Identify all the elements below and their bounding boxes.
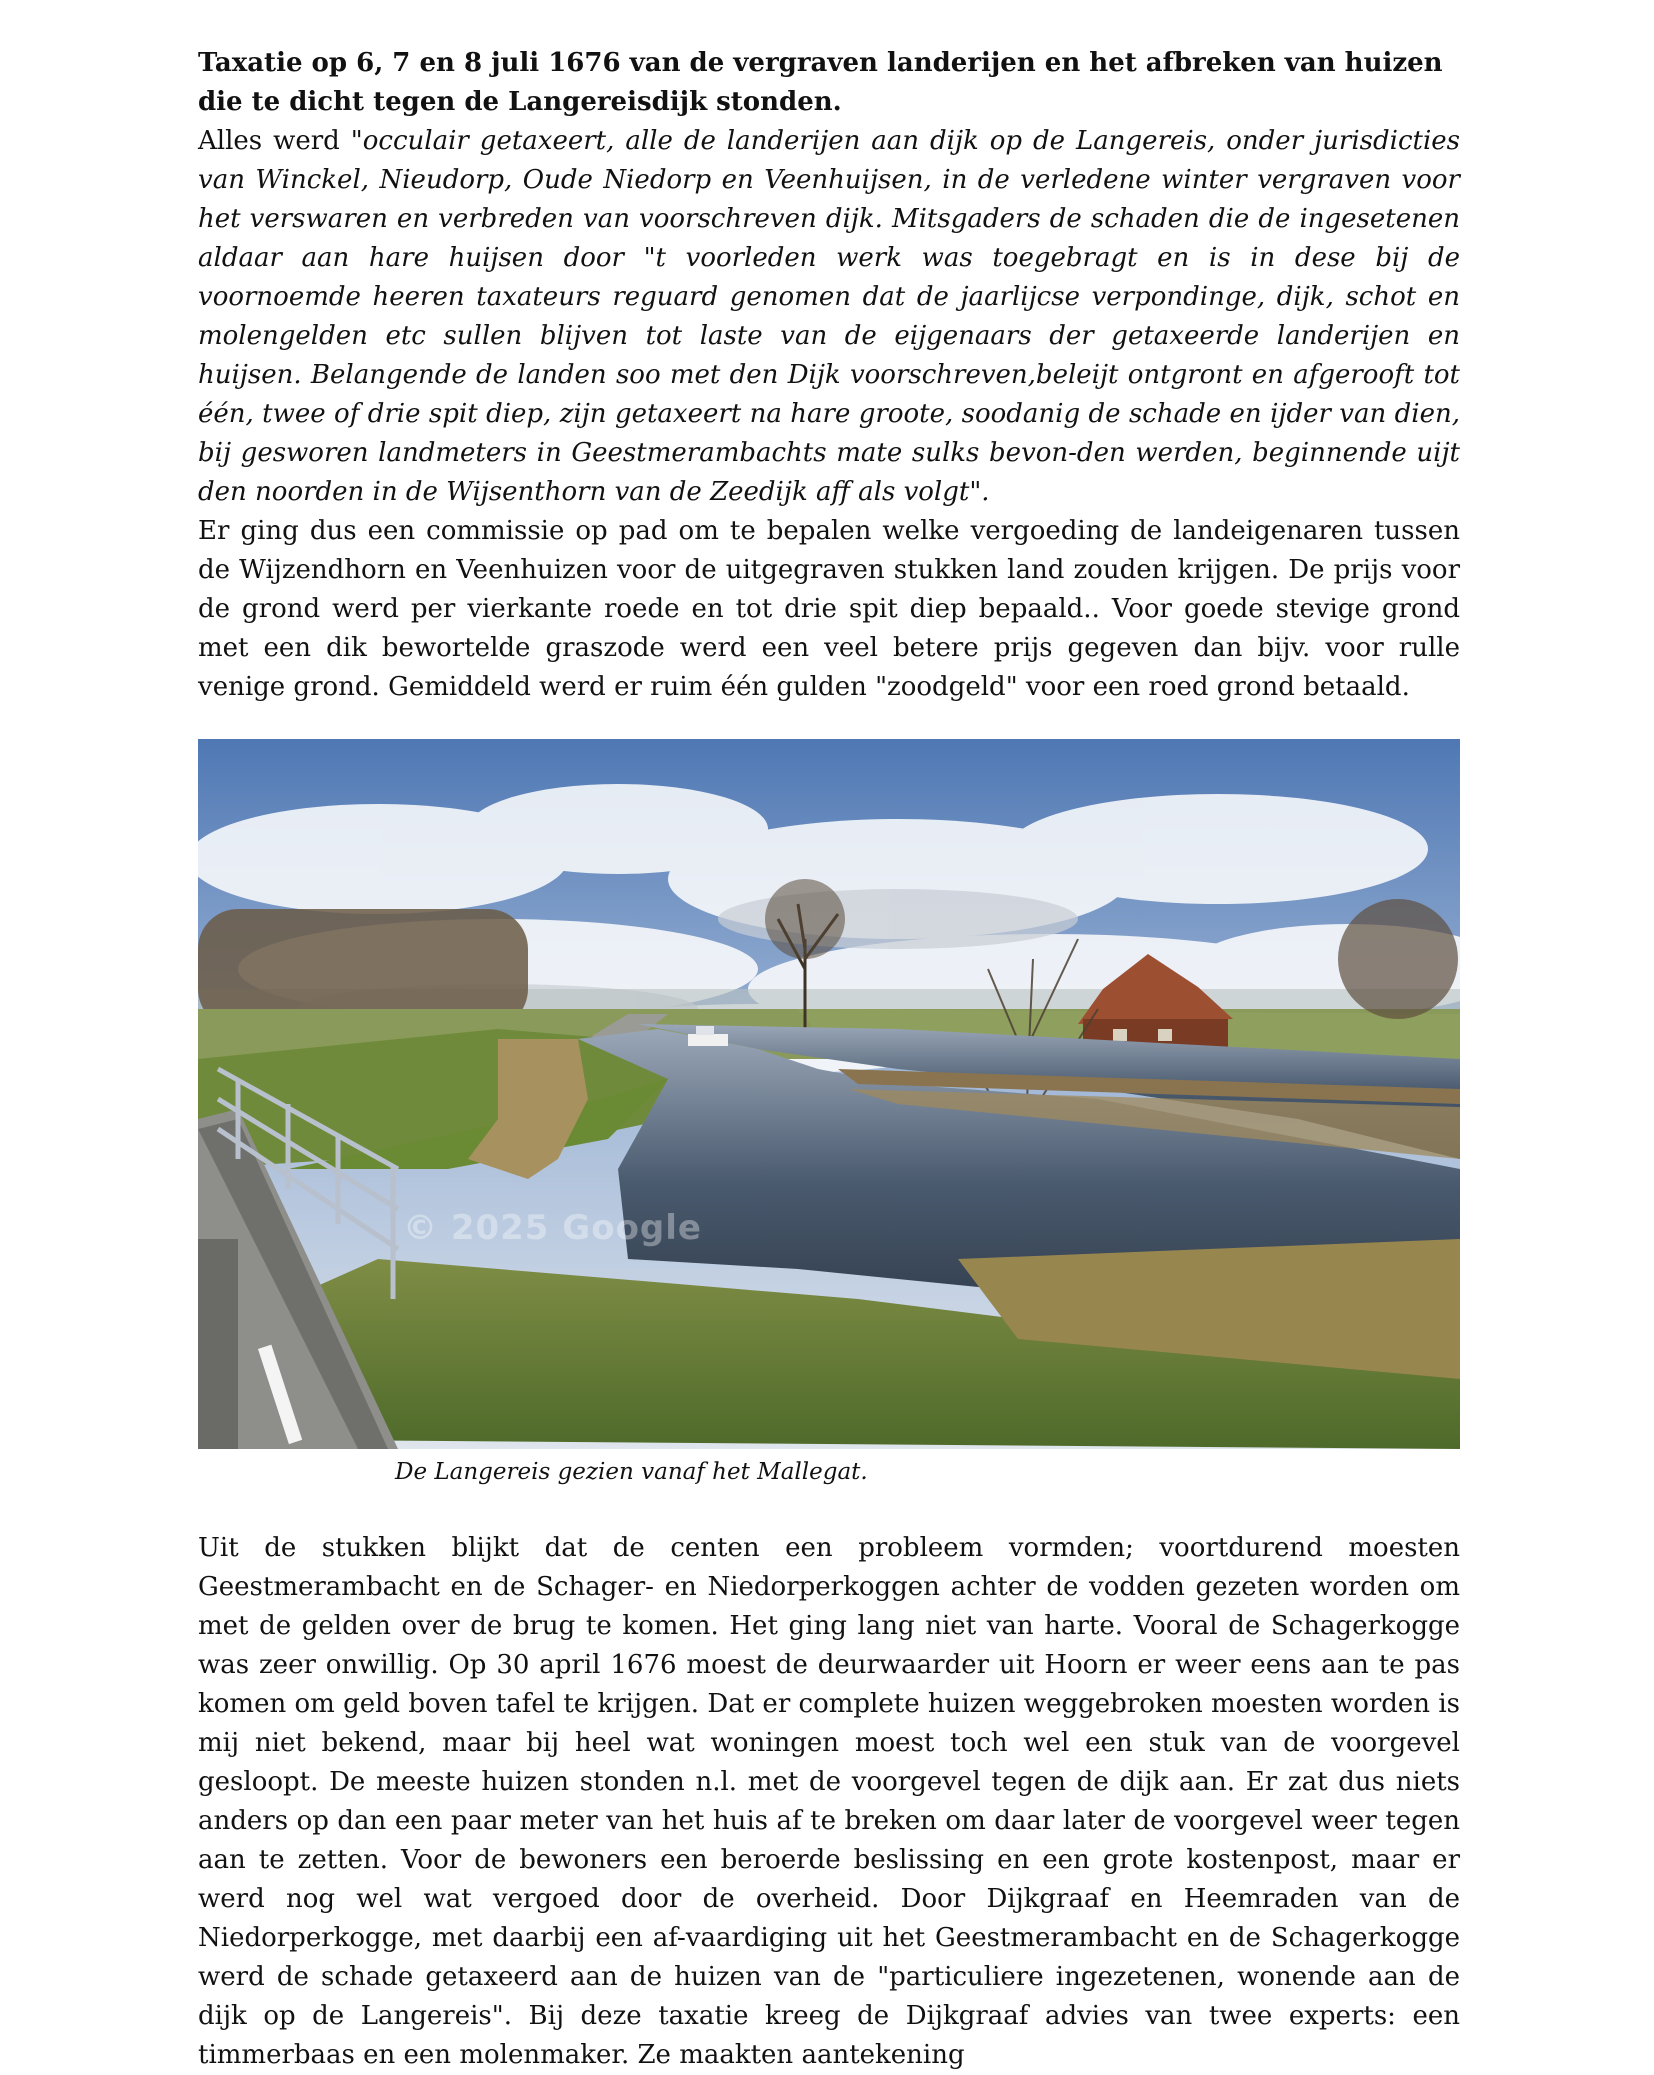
photo-caption: De Langereis gezien vanaf het Mallegat. xyxy=(395,1459,868,1485)
photo-watermark: © 2025 Google xyxy=(403,1208,702,1248)
section-heading: Taxatie op 6, 7 en 8 juli 1676 van de vergraven landerijen en het afbreken van huizen die te dicht tegen de Langereisdijk stonden. xyxy=(198,48,1443,117)
body-paragraph: Uit de stukken blijkt dat de centen een probleem vormden; voortdurend moesten Geestmerambacht en de Schager- en Niedorperkoggen achter de vodden gezeten worden om met de gelden over de brug te komen. Het ging lang niet van harte. Vooral de Schagerkogge was zeer onwillig. Op 30 april 1676 moest de deurwaarder uit Hoorn er weer eens aan te pas komen om geld boven tafel te krijgen. Dat er complete huizen weggebroken moesten worden is mij niet bekend, maar bij heel wat woningen moest toch wel een stuk van de voorgevel gesloopt. De meeste huizen stonden n.l. met de voorgevel tegen de dijk aan. Er zat dus niets anders op dan een paar meter van het huis af te breken om daar later de voorgevel weer tegen aan te zetten. Voor de bewoners een beroerde beslissing en een grote kostenpost, maar er werd nog wel wat vergoed door de overheid. Door Dijkgraaf en Heemraden van de Niedorperkogge, met daarbij een af-vaardiging uit het Geestmerambacht en de Schagerkogge werd de schade getaxeerd aan de huizen van de "particuliere ingezetenen, wonende aan de dijk op de Langereis". Bij deze taxatie kreeg de Dijkgraaf advies van twee experts: een timmerbaas en een molenmaker. Ze maakten aantekening xyxy=(198,1533,1460,2070)
intro-quote: "occulair getaxeert, alle de landerijen aan dijk op de Langereis, onder jurisdicties van Winckel, Nieudorp, Oude Niedorp en Veenhuijsen, in de verledene winter vergraven voor het verswaren en verbreden van voorschreven dijk. Mitsgaders de schaden die de ingesetenen aldaar aan hare huijsen door "t voorleden werk was toegebragt en is in dese bij de voornoemde heeren taxateurs reguard genomen dat de jaarlijcse verpondinge, dijk, schot en molengelden etc sullen blijven tot laste van de eijgenaars der getaxeerde landerijen en huijsen. Belangende de landen soo met den Dijk voorschreven,beleijt ontgront en afgerooft tot één, twee of drie spit diep, zijn getaxeert na hare groote, soodanig de schade en ijder van dien, bij gesworen landmeters in Geestmerambachts mate sulks bevon-den werden, beginnende uijt den noorden in de Wijsenthorn van de Zeedijk aff als volgt". xyxy=(198,126,1461,507)
landscape-image xyxy=(198,739,1460,1449)
canal-photo xyxy=(198,739,1460,1449)
intro-rest: Er ging dus een commissie op pad om te bepalen welke vergoeding de landeigenaren tussen de Wijzendhorn en Veenhuizen voor de uitgegraven stukken land zouden krijgen. De prijs voor de grond werd per vierkante roede en tot drie spit diep bepaald.. Voor goede stevige grond met een dik bewortelde graszode werd een veel betere prijs gegeven dan bijv. voor rulle venige grond. Gemiddeld werd er ruim één gulden "zoodgeld" voor een roed grond betaald. xyxy=(198,516,1460,702)
intro-lead: Alles werd xyxy=(198,126,351,156)
document-page xyxy=(198,44,1460,2075)
intro-paragraph xyxy=(198,122,1460,707)
